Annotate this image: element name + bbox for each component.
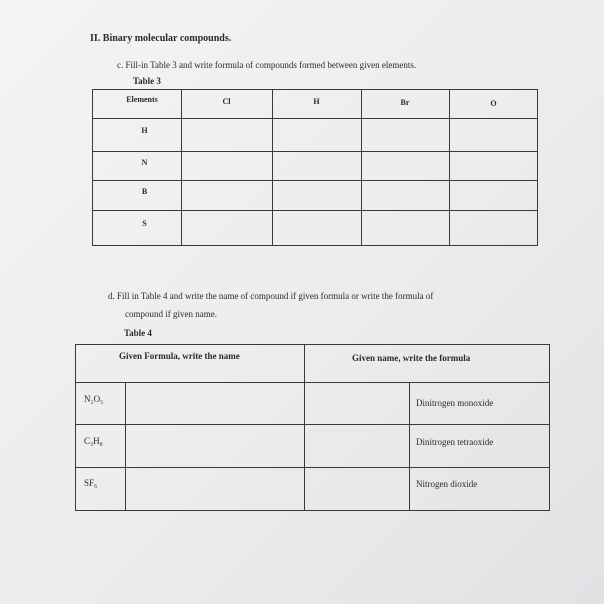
corner-header: Elements	[126, 95, 158, 104]
formula-cell: C₃H₈	[84, 436, 103, 446]
column-header: Cl	[222, 97, 231, 106]
column-header: Br	[400, 98, 410, 107]
formula-cell: SF₆	[84, 478, 98, 488]
formula-cell: N₂O₅	[84, 394, 104, 404]
header-given-name: Given name, write the formula	[352, 353, 471, 363]
row-header: B	[141, 187, 148, 196]
name-cell: Dinitrogen tetraoxide	[416, 437, 494, 447]
column-header: O	[490, 99, 497, 108]
row-header: S	[142, 219, 147, 228]
table-4	[75, 344, 550, 511]
section-title: II. Binary molecular compounds.	[90, 33, 232, 44]
table-4-label: Table 4	[124, 328, 152, 338]
row-header: H	[141, 126, 148, 135]
column-header: H	[313, 97, 320, 106]
header-given-formula: Given Formula, write the name	[119, 351, 240, 361]
name-cell: Nitrogen dioxide	[416, 479, 478, 489]
instruction-d-line2: compound if given name.	[125, 309, 217, 319]
instruction-c: c. Fill-in Table 3 and write formula of compounds formed between given elements.	[117, 60, 417, 70]
row-header: N	[141, 158, 148, 167]
table-3-label: Table 3	[133, 76, 161, 86]
instruction-d-line1: d. Fill in Table 4 and write the name of compound if given formula or write the formula of	[108, 291, 434, 301]
table-3	[92, 89, 538, 246]
name-cell: Dinitrogen monoxide	[416, 398, 494, 408]
